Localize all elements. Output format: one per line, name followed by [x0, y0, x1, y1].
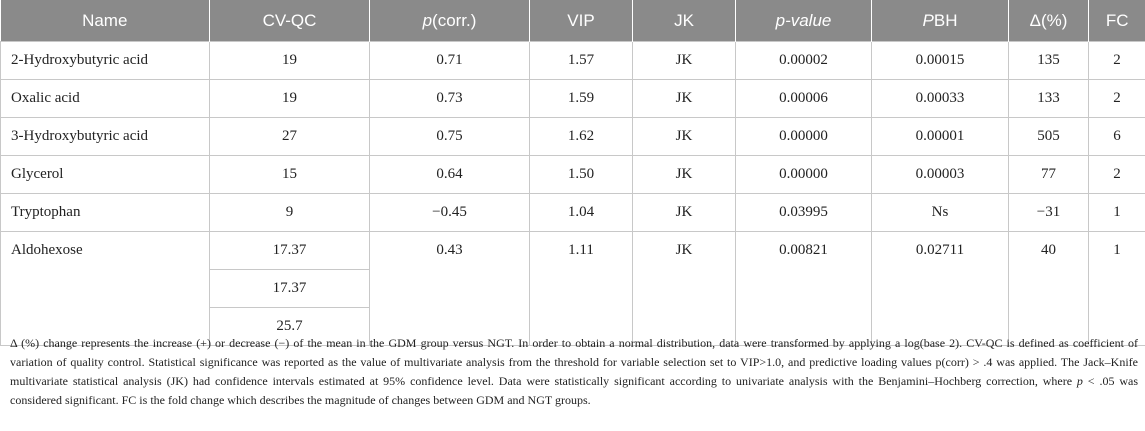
cell-name: 2-Hydroxybutyric acid — [1, 42, 210, 80]
header-text: Name — [82, 10, 128, 30]
cell-jk: JK — [633, 118, 736, 156]
table-header — [1, 0, 1145, 42]
cell-p-value: 0.00002 — [736, 42, 872, 80]
header-text: CV-QC — [262, 10, 317, 30]
cell-jk: JK — [633, 80, 736, 118]
cell-vip: 1.57 — [530, 42, 633, 80]
cell-p-corr: 0.73 — [370, 80, 530, 118]
header-name — [1, 0, 210, 42]
cell-p-value: 0.00006 — [736, 80, 872, 118]
header-italic-text: p-value — [775, 10, 832, 30]
footnote-text: Δ (%) change represents the increase (+) or decrease (−) of the mean in the GDM group versus NGT. In order to obtain a normal distribution, data were transformed by applying a log(base 2). CV-QC is defined as coefficient of variation of quality control. Statistical significance was reported as the value of multivariate analysis from the threshold for variable selection set to VIP>1.0, and predictive loading values p(corr) > .4 was applied. The Jack–Knife multivariate statistical analysis (JK) had confidence intervals estimated at 95% confidence level. Data were statistically significant according to univariate analysis with the Benjamini–Hochberg correction, where — [10, 336, 1138, 388]
header-text: Δ(%) — [1029, 10, 1068, 30]
cell-name: Oxalic acid — [1, 80, 210, 118]
cell-pbh: Ns — [872, 194, 1009, 232]
table-body — [1, 42, 1145, 346]
header-delta — [1009, 0, 1089, 42]
cell-fc: 2 — [1089, 156, 1145, 194]
header-text: FC — [1105, 10, 1129, 30]
table-row — [1, 118, 1145, 156]
footnote-italic-p: p — [1076, 374, 1083, 388]
cell-pbh: 0.00001 — [872, 118, 1009, 156]
cell-jk: JK — [633, 156, 736, 194]
cell-delta: 40 — [1009, 232, 1089, 346]
cell-p-corr: 0.75 — [370, 118, 530, 156]
header-fc — [1089, 0, 1145, 42]
header-p-value — [736, 0, 872, 42]
cell-cv-qc: 19 — [210, 80, 370, 118]
table-row — [1, 156, 1145, 194]
cell-name: Glycerol — [1, 156, 210, 194]
cell-cv-qc: 17.37 — [210, 270, 370, 308]
cell-fc: 1 — [1089, 232, 1145, 346]
cell-cv-qc: 27 — [210, 118, 370, 156]
cell-cv-qc: 19 — [210, 42, 370, 80]
cell-delta: −31 — [1009, 194, 1089, 232]
cell-fc: 6 — [1089, 118, 1145, 156]
table-footnote — [10, 334, 1138, 410]
cell-cv-qc: 17.37 — [210, 232, 370, 270]
cell-pbh: 0.02711 — [872, 232, 1009, 346]
header-pbh — [872, 0, 1009, 42]
cell-name: Aldohexose — [1, 232, 210, 346]
cell-p-corr: 0.43 — [370, 232, 530, 346]
table-row-aldohexose — [1, 232, 1145, 270]
cell-name: 3-Hydroxybutyric acid — [1, 118, 210, 156]
header-cv-qc — [210, 0, 370, 42]
cell-p-value: 0.00000 — [736, 118, 872, 156]
header-text: JK — [674, 10, 694, 30]
cell-p-value: 0.00821 — [736, 232, 872, 346]
cell-fc: 1 — [1089, 194, 1145, 232]
cell-p-corr: −0.45 — [370, 194, 530, 232]
cell-jk: JK — [633, 42, 736, 80]
cell-cv-qc: 15 — [210, 156, 370, 194]
header-row — [1, 0, 1145, 42]
cell-pbh: 0.00003 — [872, 156, 1009, 194]
table-row — [1, 42, 1145, 80]
cell-fc: 2 — [1089, 42, 1145, 80]
cell-cv-qc: 9 — [210, 194, 370, 232]
cell-pbh: 0.00015 — [872, 42, 1009, 80]
cell-fc: 2 — [1089, 80, 1145, 118]
cell-delta: 135 — [1009, 42, 1089, 80]
header-vip — [530, 0, 633, 42]
header-text: VIP — [567, 10, 595, 30]
table-row — [1, 80, 1145, 118]
table-row — [1, 194, 1145, 232]
cell-jk: JK — [633, 232, 736, 346]
cell-p-corr: 0.71 — [370, 42, 530, 80]
header-jk — [633, 0, 736, 42]
cell-p-value: 0.00000 — [736, 156, 872, 194]
cell-vip: 1.59 — [530, 80, 633, 118]
cell-cv-qc: 25.7 — [210, 308, 370, 346]
cell-vip: 1.62 — [530, 118, 633, 156]
header-text: BH — [933, 10, 958, 30]
cell-vip: 1.50 — [530, 156, 633, 194]
header-text: (corr.) — [432, 10, 477, 30]
cell-pbh: 0.00033 — [872, 80, 1009, 118]
cell-p-value: 0.03995 — [736, 194, 872, 232]
cell-delta: 77 — [1009, 156, 1089, 194]
cell-name: Tryptophan — [1, 194, 210, 232]
footnote-text: < .05 was considered significant. FC is the fold change which describes the magnitude of changes between GDM and NGT groups. — [10, 374, 1138, 407]
cell-jk: JK — [633, 194, 736, 232]
cell-delta: 133 — [1009, 80, 1089, 118]
cell-vip: 1.11 — [530, 232, 633, 346]
header-italic-text: P — [922, 10, 934, 30]
cell-vip: 1.04 — [530, 194, 633, 232]
header-italic-text: p — [422, 10, 433, 30]
cell-delta: 505 — [1009, 118, 1089, 156]
cell-p-corr: 0.64 — [370, 156, 530, 194]
header-p-corr — [370, 0, 530, 42]
